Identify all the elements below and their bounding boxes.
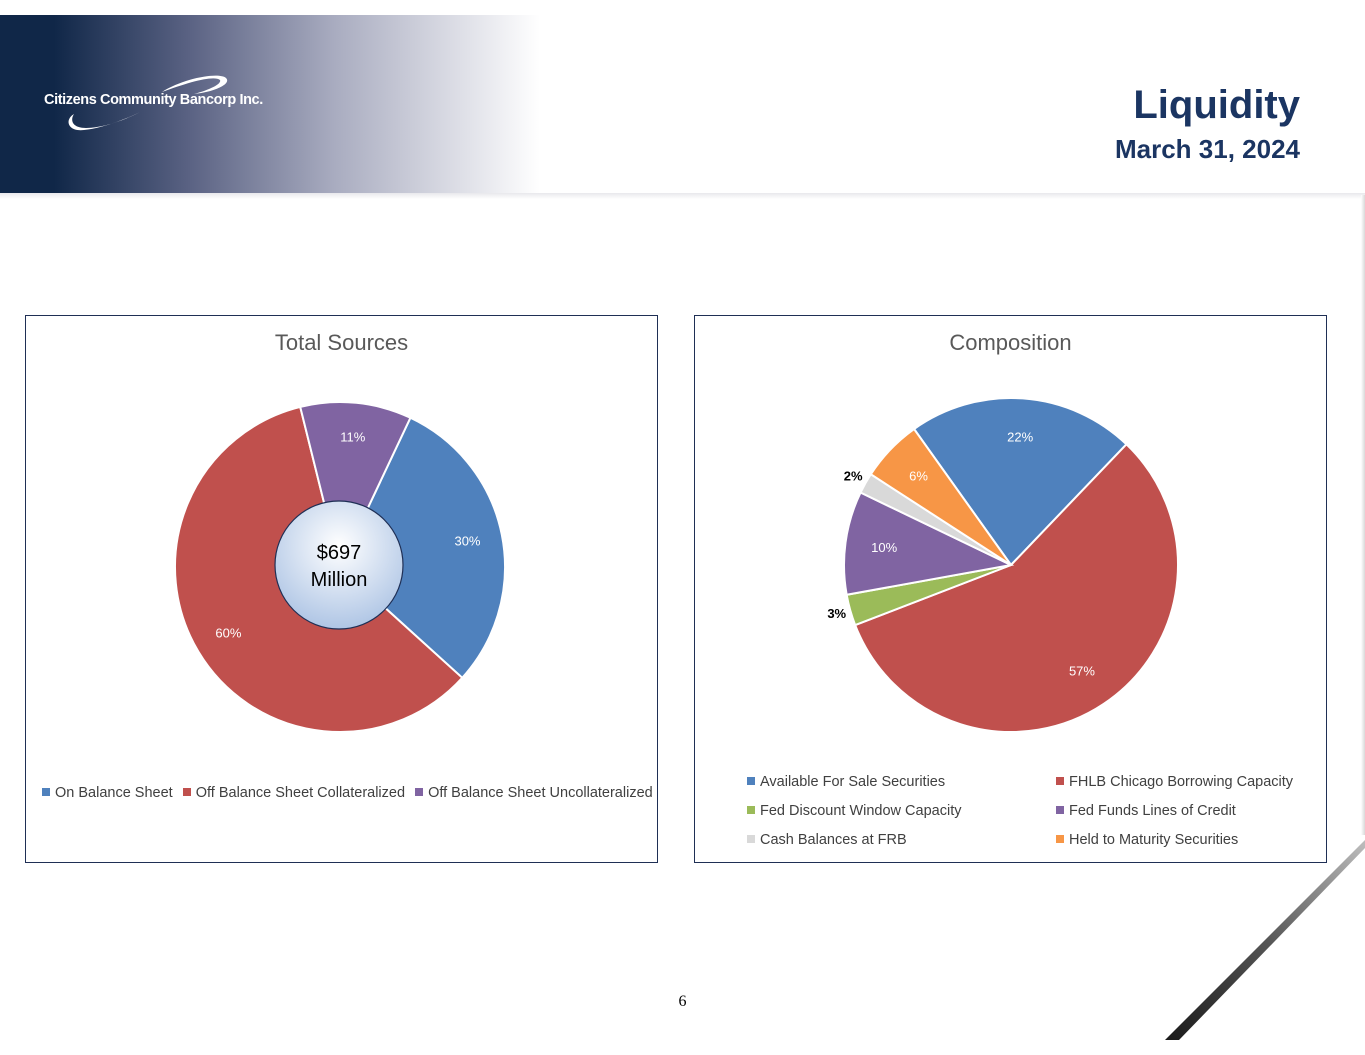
legend-item bbox=[1056, 774, 1293, 790]
chart-title: Total Sources bbox=[274, 330, 409, 355]
legend-swatch bbox=[1056, 777, 1064, 785]
legend-item bbox=[747, 803, 961, 819]
legend-item bbox=[42, 785, 173, 801]
pie-data-label: 2% bbox=[843, 468, 863, 484]
legend-item bbox=[747, 774, 945, 790]
page-title: Liquidity bbox=[1133, 83, 1300, 127]
legend-label: Held to Maturity Securities bbox=[1069, 832, 1239, 848]
pie-data-label: 3% bbox=[827, 605, 847, 621]
legend-swatch bbox=[747, 777, 755, 785]
legend-item bbox=[183, 785, 405, 801]
chart-legend bbox=[42, 785, 659, 801]
total-sources-chart bbox=[25, 315, 658, 863]
pie-data-label: 30% bbox=[454, 533, 481, 549]
legend-swatch bbox=[1056, 806, 1064, 814]
legend-label: Off Balance Sheet Collateralized bbox=[195, 785, 406, 801]
pie-data-label: 11% bbox=[340, 429, 366, 445]
pie-data-label: 6% bbox=[909, 468, 928, 484]
legend-swatch bbox=[42, 788, 50, 796]
legend-label: Cash Balances at FRB bbox=[760, 832, 907, 848]
center-total-badge bbox=[275, 501, 403, 629]
page-curl-icon bbox=[1165, 840, 1365, 1040]
legend-swatch bbox=[183, 788, 191, 796]
pie-data-label: 57% bbox=[1068, 663, 1095, 679]
composition-chart bbox=[694, 315, 1327, 863]
legend-swatch bbox=[415, 788, 423, 796]
header-divider bbox=[0, 193, 1365, 199]
legend-swatch bbox=[1056, 835, 1064, 843]
pie-data-label: 10% bbox=[871, 539, 898, 555]
legend-label: FHLB Chicago Borrowing Capacity bbox=[1069, 774, 1294, 790]
legend-label: On Balance Sheet bbox=[55, 785, 173, 801]
legend-label: Fed Discount Window Capacity bbox=[760, 803, 962, 819]
legend-item bbox=[1056, 803, 1236, 819]
center-total-label: $697 bbox=[316, 542, 362, 564]
page-subtitle: March 31, 2024 bbox=[1114, 134, 1300, 164]
legend-label: Off Balance Sheet Uncollateralized bbox=[428, 785, 653, 801]
page-edge-shadow bbox=[1361, 195, 1365, 835]
pie-data-label: 22% bbox=[1007, 429, 1034, 445]
legend-item bbox=[415, 785, 653, 801]
center-total-label: Million bbox=[310, 569, 368, 591]
logo-text: Citizens Community Bancorp Inc. bbox=[44, 92, 263, 108]
legend-label: Available For Sale Securities bbox=[760, 774, 946, 790]
company-logo bbox=[44, 70, 274, 140]
legend-label: Fed Funds Lines of Credit bbox=[1069, 803, 1236, 819]
legend-swatch bbox=[747, 835, 755, 843]
legend-item bbox=[747, 832, 907, 848]
page-number: 6 bbox=[678, 993, 687, 1010]
chart-title: Composition bbox=[949, 330, 1072, 355]
legend-swatch bbox=[747, 806, 755, 814]
pie-data-label: 60% bbox=[215, 625, 242, 641]
total-sources-pie bbox=[26, 316, 657, 862]
